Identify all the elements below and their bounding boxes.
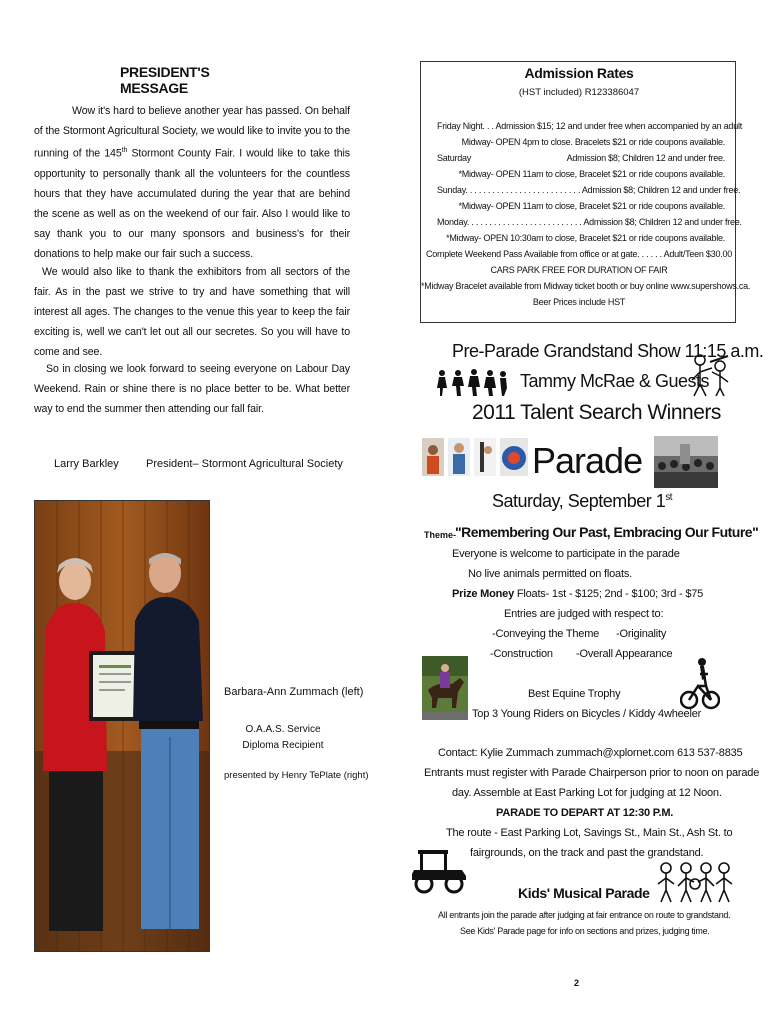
parade-register: Entrants must register with Parade Chairperson prior to noon on parade bbox=[424, 767, 760, 779]
admission-line: Sunday. . . . . . . . . . . . . . . . . . . . . . . . . . Admission $8; Children 12 and under free. bbox=[437, 185, 741, 195]
admission-line: *Midway Bracelet available from Midway ticket booth or buy online www.supershows.ca. bbox=[421, 281, 751, 291]
kids-musicians-clipart bbox=[656, 860, 734, 911]
admission-line: Beer Prices include HST bbox=[532, 297, 626, 307]
admission-line: *Midway- OPEN 10:30am to close, Bracelet $21 or ride coupons available. bbox=[446, 233, 725, 243]
parade-date: Saturday, September 1st bbox=[492, 491, 673, 511]
pre-parade-heading: Pre-Parade Grandstand Show 11:15 a.m. bbox=[452, 341, 764, 361]
bicycle-clipart bbox=[680, 656, 720, 721]
young-riders: Top 3 Young Riders on Bicycles / Kiddy 4wheeler bbox=[472, 708, 702, 720]
talent-search-heading: 2011 Talent Search Winners bbox=[472, 401, 721, 424]
equine-photo bbox=[422, 656, 468, 725]
admission-line: *Midway- OPEN 11am to close, Bracelet $21 or ride coupons available. bbox=[458, 169, 725, 179]
signature-name: Larry Barkley bbox=[54, 458, 119, 470]
award-photo bbox=[34, 500, 210, 952]
admission-line: Midway- OPEN 4pm to close. Bracelets $21 or ride coupons available. bbox=[461, 137, 725, 147]
admission-line: Saturday bbox=[437, 153, 472, 163]
admission-hst: (HST included) R123386047 bbox=[518, 87, 640, 98]
parade-theme: "Remembering Our Past, Embracing Our Future" bbox=[455, 524, 759, 540]
parade-heading: Parade bbox=[532, 440, 643, 481]
prize-money: Prize Money Floats- 1st - $125; 2nd - $100; 3rd - $75 bbox=[452, 588, 704, 600]
criteria-theme: -Conveying the Theme bbox=[492, 628, 600, 640]
antique-car-clipart bbox=[410, 846, 468, 899]
admission-line: Friday Night. . . Admission $15; 12 and under free when accompanied by an adult bbox=[437, 121, 742, 131]
parade-no-animals: No live animals permitted on floats. bbox=[468, 568, 632, 580]
page-number: 2 bbox=[574, 978, 580, 988]
theme-label: Theme- bbox=[424, 530, 457, 540]
parade-route-1: The route - East Parking Lot, Savings St., Main St., Ash St. to bbox=[446, 827, 733, 839]
parade-crowd-photo bbox=[654, 436, 718, 493]
parade-welcome: Everyone is welcome to participate in the parade bbox=[452, 548, 680, 560]
admission-line: Complete Weekend Pass Available from office or at gate. . . . . . Adult/Teen $30.00 bbox=[426, 249, 732, 259]
photo-caption-name: Barbara-Ann Zummach (left) bbox=[224, 686, 364, 698]
criteria-construction: -Construction bbox=[490, 648, 553, 660]
parade-depart: PARADE TO DEPART AT 12:30 P.M. bbox=[496, 807, 674, 819]
president-paragraph-3: So in closing we look forward to seeing everyone on Labour Day Weekend. Rain or shine there is no place better to be. What better way to end the summer then attending our fall fair. bbox=[34, 363, 350, 415]
signature-title: President– Stormont Agricultural Society bbox=[146, 458, 343, 470]
admission-line: *Midway- OPEN 11am to close, Bracelet $21 or ride coupons available. bbox=[458, 201, 725, 211]
admission-line: Admission $8; Children 12 and under free. bbox=[566, 153, 725, 163]
photo-caption-presenter: presented by Henry TePlate (right) bbox=[224, 770, 369, 781]
equine-trophy: Best Equine Trophy bbox=[528, 688, 621, 700]
admission-title: Admission Rates bbox=[524, 65, 634, 81]
parade-contact: Contact: Kylie Zummach zummach@xplornet.com 613 537-8835 bbox=[438, 747, 743, 759]
parade-photos-clipart bbox=[422, 436, 530, 483]
musicians-clipart bbox=[690, 350, 730, 403]
kids-parade-line-2: See Kids' Parade page for info on sections and prizes, judging time. bbox=[460, 926, 710, 936]
president-paragraph-1: Wow it's hard to believe another year has passed. On behalf of the Stormont Agricultural Society, we would like to invite you to the running of the 145th Stormont County Fair. I would like to take this opportunity to personally thank all the volunteers for the countless hours that they have accumulated during the year that are behind the scene as well as on the weekend of our fair. Also I would like to say thank you to our many sponsors and business's for their donations to help make our fair such a success. bbox=[34, 105, 351, 260]
criteria-originality: -Originality bbox=[616, 628, 667, 640]
president-paragraph-2: We would also like to thank the exhibitors from all sectors of the fair. As in the past we strive to try and have something that will interest all ages. The changes to the venue this year to keep the fair exciting is, well we can't let out all our secretes. So you will have to come and see. bbox=[34, 266, 350, 358]
admission-rates-box bbox=[420, 61, 751, 323]
admission-line: Monday. . . . . . . . . . . . . . . . . . . . . . . . . . Admission $8; Children 12 and under free. bbox=[437, 217, 742, 227]
guests-heading: Tammy McRae & Guests bbox=[520, 371, 710, 391]
kids-parade-line-1: All entrants join the parade after judging at fair entrance on route to grandstand. bbox=[438, 910, 731, 920]
kids-parade-title: Kids' Musical Parade bbox=[518, 885, 650, 901]
dancers-clipart bbox=[436, 368, 508, 403]
judging-intro: Entries are judged with respect to: bbox=[504, 608, 664, 620]
photo-caption-award: O.A.A.S. Service Diploma Recipient bbox=[242, 724, 324, 751]
criteria-appearance: -Overall Appearance bbox=[576, 648, 673, 660]
presidents-message-title: PRESIDENT'S MESSAGE bbox=[120, 64, 210, 96]
admission-line: CARS PARK FREE FOR DURATION OF FAIR bbox=[490, 265, 668, 275]
parade-route-2: fairgrounds, on the track and past the grandstand. bbox=[470, 847, 704, 859]
parade-assemble: day. Assemble at East Parking Lot for judging at 12 Noon. bbox=[452, 787, 722, 799]
